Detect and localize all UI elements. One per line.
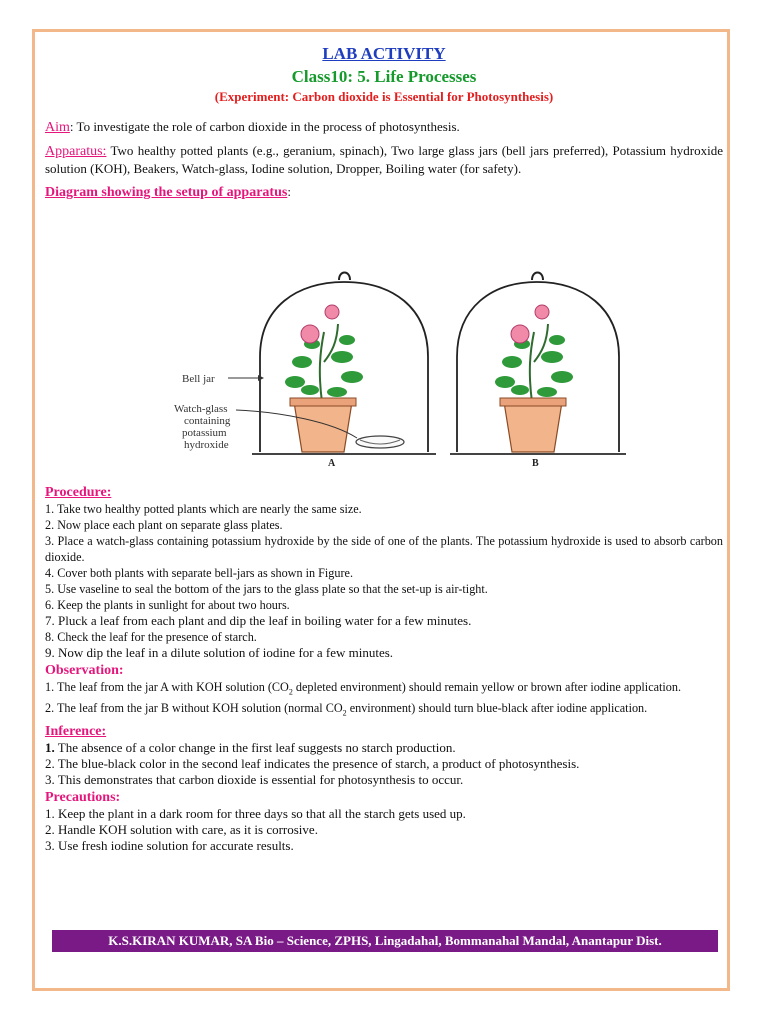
diagram-heading: Diagram showing the setup of apparatus: bbox=[45, 184, 291, 200]
procedure-step: 3. Place a watch-glass containing potassium hydroxide by the side of one of the plants. The potassium hydroxide is used to absorb carbon dioxide. bbox=[45, 534, 723, 564]
apparatus-label: Apparatus: bbox=[45, 144, 107, 159]
observation-heading: Observation: bbox=[45, 663, 124, 678]
watch-glass-label-4: hydroxide bbox=[184, 439, 229, 451]
inference-item: 3. This demonstrates that carbon dioxide is essential for photosynthesis to occur. bbox=[45, 771, 464, 787]
procedure-step: 9. Now dip the leaf in a dilute solution of iodine for a few minutes. bbox=[45, 645, 394, 660]
apparatus-diagram bbox=[132, 262, 628, 474]
class-heading: Class10: 5. Life Processes bbox=[291, 67, 477, 86]
page-title: LAB ACTIVITY bbox=[322, 44, 446, 63]
procedure-list bbox=[45, 501, 723, 661]
procedure-step: 1. Take two healthy potted plants which are nearly the same size. bbox=[45, 502, 362, 516]
procedure-step: 7. Pluck a leaf from each plant and dip the leaf in boiling water for a few minutes. bbox=[45, 613, 472, 628]
procedure-step: 2. Now place each plant on separate glass plates. bbox=[45, 518, 283, 532]
precaution-item: 3. Use fresh iodine solution for accurate results. bbox=[45, 837, 294, 853]
procedure-heading: Procedure: bbox=[45, 485, 112, 500]
procedure-step: 6. Keep the plants in sunlight for about two hours. bbox=[45, 598, 290, 612]
procedure-step: 5. Use vaseline to seal the bottom of the jars to the glass plate so that the set-up is air-tight. bbox=[45, 582, 488, 596]
procedure-step: 8. Check the leaf for the presence of starch. bbox=[45, 630, 257, 644]
lower-sections bbox=[45, 483, 723, 854]
experiment-heading: (Experiment: Carbon dioxide is Essential for Photosynthesis) bbox=[214, 89, 554, 104]
bell-jar-label: Bell jar bbox=[182, 373, 215, 385]
author-footer: K.S.KIRAN KUMAR, SA Bio – Science, ZPHS, Lingadahal, Bommanahal Mandal, Anantapur Dist. bbox=[52, 930, 718, 952]
watch-glass-label-2: containing bbox=[184, 415, 231, 427]
precaution-item: 2. Handle KOH solution with care, as it is corrosive. bbox=[45, 821, 318, 837]
observation-item: 2. The leaf from the jar B without KOH solution (normal $CO_2$ environment) should turn blue-black after iodine application. bbox=[45, 701, 648, 718]
procedure-step: 4. Cover both plants with separate bell-jars as shown in Figure. bbox=[45, 566, 354, 580]
observation-item: 1. The leaf from the jar A with KOH solution ($CO_2$ depleted environment) should remain yellow or brown after iodine application. bbox=[45, 680, 682, 697]
watch-glass bbox=[356, 436, 404, 448]
aim-label: Aim bbox=[45, 120, 70, 135]
inference-heading: Inference: bbox=[45, 723, 107, 739]
label-a: A bbox=[328, 458, 336, 469]
document-body bbox=[45, 42, 723, 201]
precautions-heading: Precautions: bbox=[45, 789, 121, 805]
precaution-item: 1. Keep the plant in a dark room for three days so that all the starch gets used up. bbox=[45, 805, 466, 821]
apparatus-text: Two healthy potted plants (e.g., geranium, spinach), Two large glass jars (bell jars preferred), Potassium hydroxide solution (KOH), Beakers, Watch-glass, Iodine solution, Dropper, Boiling water (for safety). bbox=[45, 143, 723, 176]
inference-item: 2. The blue-black color in the second leaf indicates the presence of starch, a product of photosynthesis. bbox=[45, 755, 580, 771]
watch-glass-label-3: potassium bbox=[182, 427, 227, 439]
apparatus-paragraph bbox=[45, 142, 723, 177]
aim-text: To investigate the role of carbon dioxide in the process of photosynthesis. bbox=[76, 119, 460, 134]
aim-paragraph: Aim: To investigate the role of carbon dioxide in the process of photosynthesis. bbox=[45, 119, 460, 135]
watch-glass-label-1: Watch-glass bbox=[174, 403, 228, 415]
label-b: B bbox=[532, 458, 539, 469]
inference-item: 1. The absence of a color change in the first leaf suggests no starch production. bbox=[45, 739, 456, 755]
